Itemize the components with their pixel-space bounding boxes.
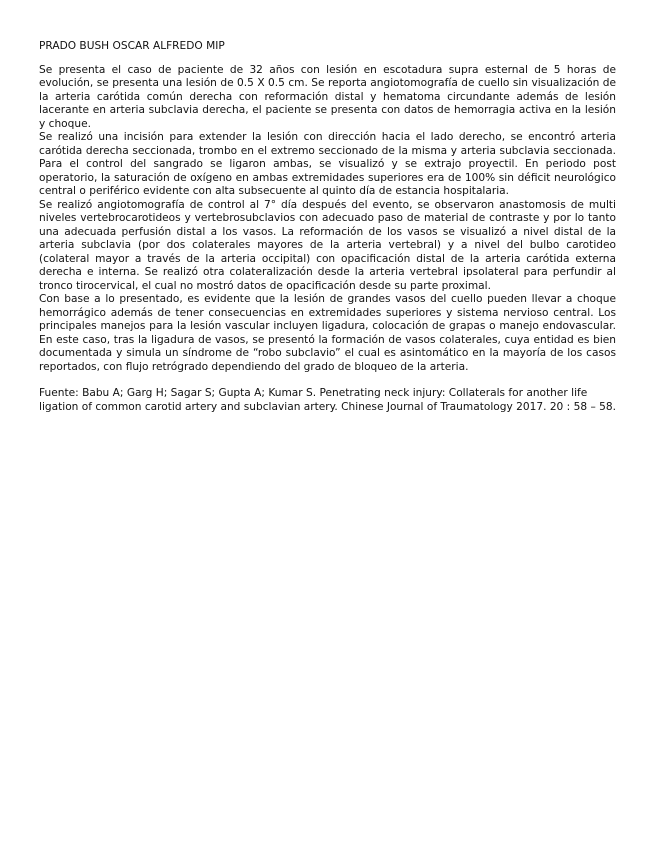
paragraph-discussion: Con base a lo presentado, es evidente que la lesión de grandes vasos del cuello pueden llevar a choque hemorrágico además de tener consecuencias en extremidades superiores y sistema nervioso central. Los principales manejos para la lesión vascular incluyen ligadura, colocación de grapas o manejo endovascular. En este caso, tras la ligadura de vasos, se presentó la formación de vasos colaterales, cuya entidad es bien documentada y simula un síndrome de “robo subclavio” el cual es asintomático en la mayoría de los casos reportados, con flujo retrógrado dependiendo del grado de bloqueo de la arteria. bbox=[39, 293, 616, 373]
paragraph-surgical-procedure: Se realizó una incisión para extender la lesión con dirección hacia el lado derecho, se encontró arteria carótida derecha seccionada, trombo en el extremo seccionado de la misma y arteria subclavia seccionada. Para el control del sangrado se ligaron ambas, se visualizó y se extrajo proyectil. En periodo post operatorio, la saturación de oxígeno en ambas extremidades superiores era de 100% sin déficit neurológico central o periférico evidente con alta subsecuente al quinto día de estancia hospitalaria. bbox=[39, 131, 616, 197]
source-citation: Fuente: Babu A; Garg H; Sagar S; Gupta A; Kumar S. Penetrating neck injury: Collaterals for another life ligation of common carotid artery and subclavian artery. Chinese Journal of Traumatology 2017. 20 : 58 – 58. bbox=[39, 387, 616, 413]
paragraph-case-presentation: Se presenta el caso de paciente de 32 años con lesión en escotadura supra esternal de 5 horas de evolución, se presenta una lesión de 0.5 X 0.5 cm. Se reporta angiotomografía de cuello sin visualización de la arteria carótida común derecha con reformación distal y hematoma circundante además de lesión lacerante en arteria subclavia derecha, el paciente se presenta con datos de hemorragia activa en la lesión y choque. bbox=[39, 63, 616, 130]
case-report-body bbox=[39, 64, 616, 375]
paragraph-follow-up-angiography: Se realizó angiotomografía de control al 7° día después del evento, se observaron anastomosis de multi niveles vertebrocarotideos y vertebrosubclavios con adecuado paso de material de contraste y por lo tanto una adecuada perfusión distal a los vasos. La reformación de los vasos se visualizó a nivel distal de la arteria subclavia (por dos colaterales mayores de la arteria vertebral) y a nivel del bulbo carotideo (colateral mayor a través de la arteria occipital) con opacificación distal de la arteria carótida externa derecha e interna. Se realizó otra colateralización desde la arteria vertebral ipsolateral para perfundir al tronco tirocervical, el cual no mostró datos de opacificación desde su parte proximal. bbox=[39, 198, 616, 292]
author-line: PRADO BUSH OSCAR ALFREDO MIP bbox=[39, 40, 225, 52]
